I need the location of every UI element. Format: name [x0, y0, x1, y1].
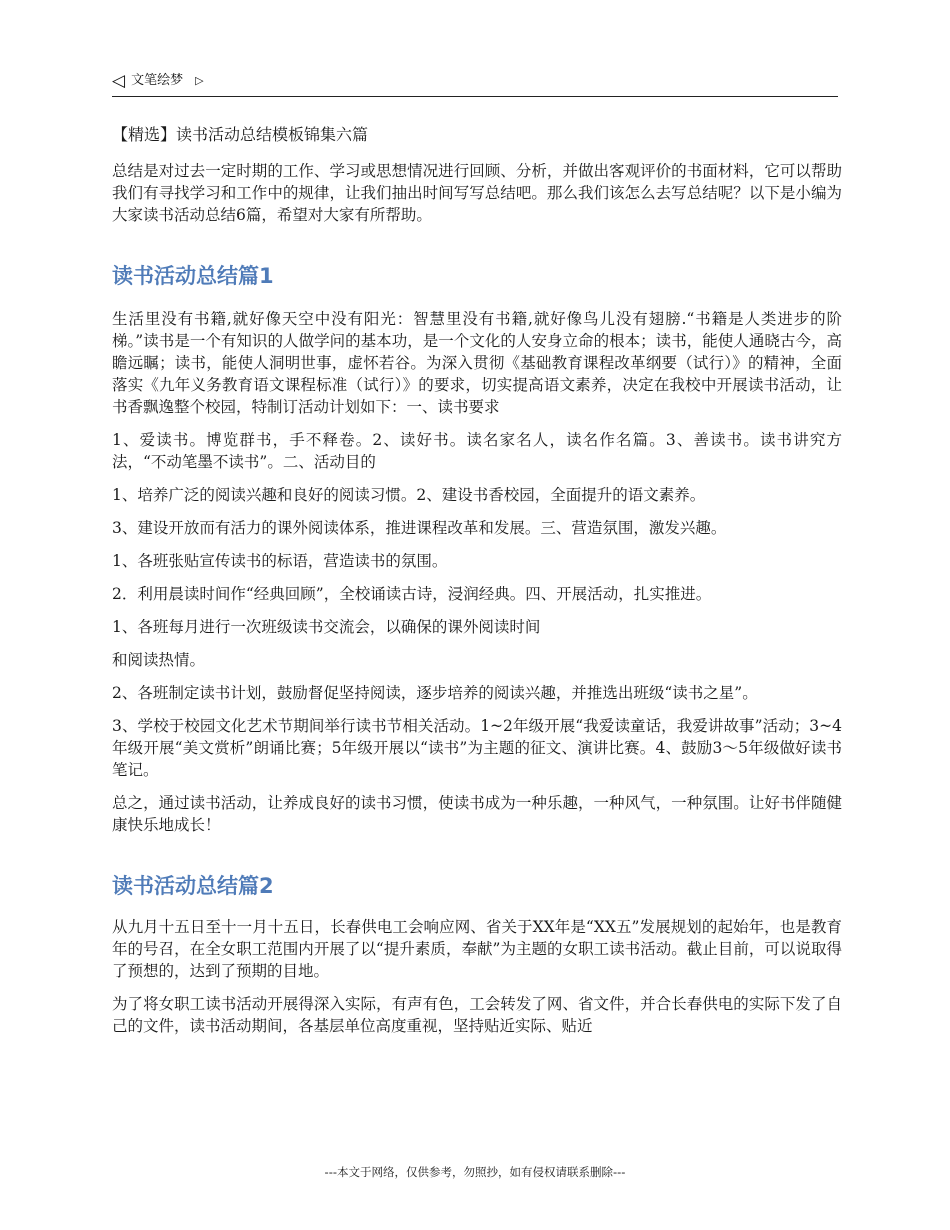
- paragraph: 3、学校于校园文化艺术节期间举行读书节相关活动。1~2年级开展“我爱读童话，我爱讲故事”活动；3~4年级开展“美文赏析”朗诵比赛；5年级开展以“读书”为主题的征文、演讲比赛。4、鼓励3～5年级做好读书笔记。: [112, 717, 842, 779]
- intro-paragraph: 总结是对过去一定时期的工作、学习或思想情况进行回顾、分析，并做出客观评价的书面材料，它可以帮助我们有寻找学习和工作中的规律，让我们抽出时间写写总结吧。那么我们该怎么去写总结呢？以下是小编为大家读书活动总结6篇，希望对大家有所帮助。: [112, 162, 842, 224]
- paragraph: 1、培养广泛的阅读兴趣和良好的阅读习惯。2、建设书香校园，全面提升的语文素养。: [112, 486, 706, 504]
- triangle-right-icon: ▷: [195, 74, 204, 87]
- brand-name: 文笔绘梦: [131, 73, 184, 88]
- paragraph: 生活里没有书籍,就好像天空中没有阳光：智慧里没有书籍,就好像鸟儿没有翅膀.“书籍是人类进步的阶梯。”读书是一个有知识的人做学问的基本功，是一个文化的人安身立命的根本；读书，能使人通晓古今，高瞻远瞩；读书，能使人洞明世事，虚怀若谷。为深入贯彻《基础教育课程改革纲要（试行）》的精神，全面落实《九年义务教育语文课程标准（试行）》的要求，切实提高语文素养，决定在我校中开展读书活动，让书香飘逸整个校园，特制订活动计划如下：一、读书要求: [112, 310, 842, 416]
- paragraph: 总之，通过读书活动，让养成良好的读书习惯，使读书成为一种乐趣，一种风气，一种氛围。让好书伴随健康快乐地成长！: [112, 794, 842, 834]
- paragraph: 从九月十五日至十一月十五日，长春供电工会响应网、省关于XX年是“XX五”发展规划的起始年，也是教育年的号召，在全女职工范围内开展了以“提升素质，奉献”为主题的女职工读书活动。截止目前，可以说取得了预想的，达到了预期的目地。: [112, 918, 842, 980]
- document-body: [112, 124, 842, 1048]
- paragraph: 1、各班张贴宣传读书的标语，营造读书的氛围。: [112, 552, 448, 570]
- brand: [112, 72, 204, 90]
- section-heading-1: 读书活动总结篇1: [112, 264, 274, 288]
- paragraph: 2．利用晨读时间作“经典回顾”，全校诵读古诗，浸润经典。四、开展活动，扎实推进。: [112, 585, 712, 603]
- triangle-left-icon: ◁: [112, 71, 126, 91]
- page-header: [112, 72, 838, 97]
- paragraph: 2、各班制定读书计划，鼓励督促坚持阅读，逐步培养的阅读兴趣，并推选出班级“读书之星”。: [112, 684, 758, 702]
- paragraph: 为了将女职工读书活动开展得深入实际，有声有色，工会转发了网、省文件，并合长春供电的实际下发了自己的文件，读书活动期间，各基层单位高度重视，坚持贴近实际、贴近: [112, 995, 842, 1035]
- section-heading-2: 读书活动总结篇2: [112, 874, 274, 898]
- paragraph: 3、建设开放而有活力的课外阅读体系，推进课程改革和发展。三、营造氛围，激发兴趣。: [112, 519, 727, 537]
- footer-notice: ---本文于网络，仅供参考，勿照抄，如有侵权请联系删除---: [324, 1165, 626, 1179]
- paragraph: 和阅读热情。: [112, 651, 206, 669]
- paragraph: 1、爱读书。博览群书，手不释卷。2、读好书。读名家名人，读名作名篇。3、善读书。读书讲究方法，“不动笔墨不读书”。二、活动目的: [112, 431, 842, 471]
- document-title: 【精选】读书活动总结模板锦集六篇: [112, 125, 369, 144]
- paragraph: 1、各班每月进行一次班级读书交流会，以确保的课外阅读时间: [112, 618, 541, 636]
